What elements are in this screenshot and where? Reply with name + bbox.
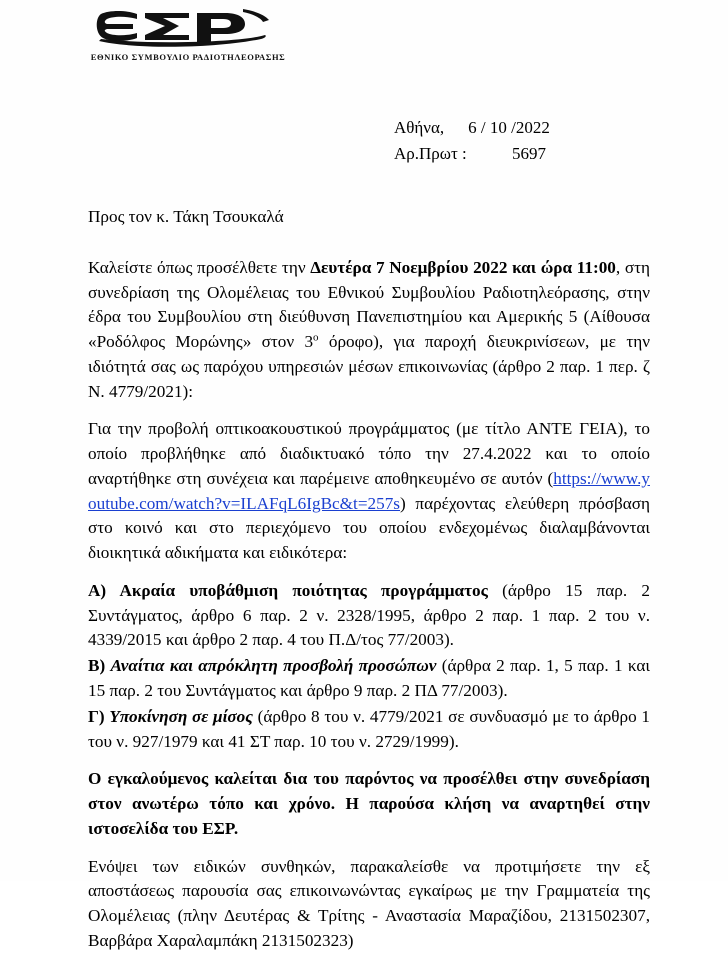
date-row	[394, 118, 684, 138]
recipient-line: Προς τον κ. Τάκη Τσουκαλά	[88, 207, 284, 226]
city-label: Αθήνα,	[394, 118, 445, 137]
date-value: 6 / 10 /2022	[468, 118, 550, 137]
youtube-link[interactable]: https://www.youtube.com/watch?v=ILAFqL6IgBc&t=257s	[88, 468, 650, 513]
document-body	[88, 205, 650, 967]
protocol-row	[394, 144, 684, 164]
charge-c-title: Υποκίνηση σε μίσος	[109, 706, 253, 726]
paragraph-summons	[88, 256, 650, 405]
summons-datetime: Δευτέρα 7 Νοεμβρίου 2022 και ώρα 11:00	[310, 257, 616, 277]
paragraph-program	[88, 417, 650, 566]
charge-a-title: Ακραία υποβάθμιση ποιότητας προγράμματος	[119, 580, 488, 600]
program-text-a: Για την προβολή οπτικοακουστικού προγράμματος (με τίτλο ΑΝΤΕ ΓΕΙΑ), το οποίο προβλήθηκε από διαδικτυακό τόπο την 27.4.2022 και το οποίο αναρτήθηκε στη συνέχεια και παρέμεινε αποθηκευμένο σε αυτόν (	[88, 419, 650, 488]
protocol-value: 5697	[512, 144, 546, 163]
esr-logo	[93, 8, 283, 48]
summons-ordinal: ο	[313, 331, 319, 344]
charge-a-label: Α)	[88, 580, 120, 600]
charge-c-refs: (άρθρο 8 του ν. 4779/2021 σε συνδυασμό με το άρθρο 1 του ν. 927/1979 και 41 ΣΤ παρ. 10 του ν. 2729/1999).	[88, 706, 650, 751]
program-text-b: ) παρέχοντας ελεύθερη πρόσβαση στο κοινό και στο περιεχόμενο του οποίου ενδεχομένως διαλαμβάνονται διοικητικά αδικήματα και ειδικότερα:	[88, 493, 650, 563]
date-protocol-block	[394, 118, 684, 170]
charge-item-b	[88, 654, 650, 704]
protocol-label: Αρ.Πρωτ :	[394, 144, 467, 163]
charge-b-title: Αναίτια και απρόκλητη προσβολή προσώπων	[110, 656, 437, 676]
charge-b-refs: (άρθρα 2 παρ. 1, 5 παρ. 1 και 15 παρ. 2 του Συντάγματος και άρθρο 9 παρ. 2 ΠΔ 77/2003).	[88, 656, 651, 701]
paragraph-appearance-notice: Ο εγκαλούμενος καλείται δια του παρόντος να προσέλθει στην συνεδρίαση στον ανωτέρω τόπο και χρόνο. Η παρούσα κλήση να αναρτηθεί στην ιστοσελίδα του ΕΣΡ.	[88, 769, 650, 838]
letterhead	[88, 8, 288, 62]
summons-text-c: όροφο), για παροχή διευκρινίσεων, με την ιδιότητά σας ως παρόχου υπηρεσιών μέσων επικοινωνίας (άρθρο 2 παρ. 1 περ. ζ Ν. 4779/2021):	[88, 332, 650, 401]
paragraph-remote-attendance: Ενόψει των ειδικών συνθηκών, παρακαλείσθε να προτιμήσετε την εξ αποστάσεως παρουσία σας επικοινωνώντας εγκαίρως με την Γραμματεία της Ολομέλειας (πλην Δευτέρας & Τρίτης - Αναστασία Μαραζίδου, 2131502307, Βαρβάρα Χαραλαμπάκη 2131502323)	[88, 856, 650, 950]
charge-b-label: Β)	[88, 656, 111, 676]
charge-c-label: Γ)	[88, 706, 110, 726]
summons-text-a: Καλείστε όπως προσέλθετε την	[88, 257, 311, 277]
summons-text-b: , στη συνεδρίαση της Ολομέλειας του Εθνικού Συμβουλίου Ραδιοτηλεόρασης, στην έδρα του Συμβουλίου στη διεύθυνση Πανεπιστημίου και Αμερικής 5 (Αίθουσα «Ροδόλφος Μορώνης» στον 3	[88, 257, 650, 352]
letterhead-subtitle: ΕΘΝΙΚΟ ΣΥΜΒΟΥΛΙΟ ΡΑΔΙΟΤΗΛΕΟΡΑΣΗΣ	[90, 52, 286, 62]
charge-item-a	[88, 579, 650, 653]
charge-a-refs: (άρθρο 15 παρ. 2 Συντάγματος, άρθρο 6 παρ. 2 ν. 2328/1995, άρθρο 2 παρ. 1 παρ. 2 του ν. 4339/2015 και άρθρο 2 παρ. 4 του Π.Δ/τος 77/2003).	[88, 580, 650, 650]
charge-item-c	[88, 705, 650, 755]
